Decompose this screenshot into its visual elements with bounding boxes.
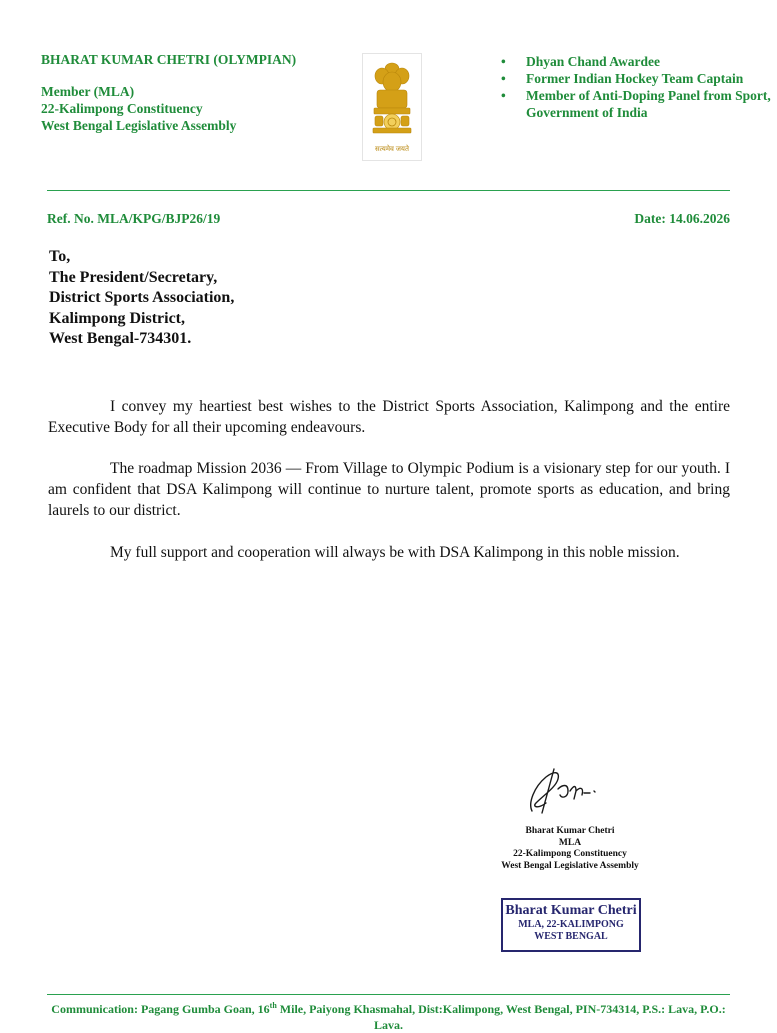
- address-line: District Sports Association,: [49, 289, 235, 306]
- footer-text-start: Communication: Pagang Gumba Goan, 16: [51, 1002, 270, 1016]
- national-emblem: [362, 53, 422, 161]
- stamp-name: Bharat Kumar Chetri: [505, 903, 637, 918]
- paragraph-text: The roadmap Mission 2036 — From Village to Olympic Podium is a visionary step for our youth. I am confident that DSA Kalimpong will continue to nurture talent, promote sports as education, and bring laurels to our district.: [48, 460, 730, 519]
- credential-text: Member of Anti-Doping Panel from Sport, Government of India: [526, 88, 771, 120]
- footer-divider: [47, 994, 730, 995]
- address-line: Kalimpong District,: [49, 309, 185, 327]
- bullet-icon: •: [501, 71, 506, 86]
- member-constituency: 22-Kalimpong Constituency: [41, 101, 203, 116]
- signatory-constituency: 22-Kalimpong Constituency: [513, 849, 627, 859]
- credential-text: Former Indian Hockey Team Captain: [526, 71, 744, 86]
- paragraph-text: My full support and cooperation will always be with DSA Kalimpong in this noble mission.: [110, 544, 680, 561]
- official-stamp: [501, 898, 641, 952]
- lion-capital-icon: [363, 54, 421, 144]
- paragraph-text: I convey my heartiest best wishes to the District Sports Association, Kalimpong and the entire Executive Body for all their upcoming endeavours.: [48, 398, 730, 436]
- credential-item: [497, 87, 772, 121]
- body-paragraph-2: [48, 458, 730, 521]
- letter-date: Date: 14.06.2026: [634, 211, 730, 226]
- stamp-state: WEST BENGAL: [534, 931, 608, 942]
- reference-number: Ref. No. MLA/KPG/BJP26/19: [47, 211, 221, 226]
- credentials-list: [497, 53, 772, 121]
- body-paragraph-1: [48, 396, 730, 438]
- address-line: To,: [49, 248, 71, 265]
- body-paragraph-3: [48, 542, 730, 563]
- signatory-block: [470, 826, 670, 872]
- stamp-designation: MLA, 22-KALIMPONG: [518, 919, 624, 930]
- handwritten-signature: [524, 765, 606, 817]
- member-assembly: West Bengal Legislative Assembly: [41, 118, 237, 133]
- signatory-name: Bharat Kumar Chetri: [525, 826, 615, 836]
- bullet-icon: •: [501, 54, 506, 69]
- address-line: West Bengal-734301.: [49, 330, 192, 347]
- recipient-address: [49, 247, 234, 350]
- credential-item: [497, 70, 772, 87]
- letterhead-identity: [41, 51, 341, 134]
- signatory-title: MLA: [558, 837, 582, 848]
- member-name: BHARAT KUMAR CHETRI (OLYMPIAN): [41, 52, 297, 67]
- signatory-assembly: West Bengal Legislative Assembly: [501, 860, 639, 871]
- credential-item: [497, 53, 772, 70]
- header-divider: [47, 190, 730, 191]
- communication-address: [50, 998, 727, 1033]
- bullet-icon: •: [501, 88, 506, 103]
- footer-superscript: th: [269, 1001, 277, 1010]
- address-line: The President/Secretary,: [49, 268, 218, 286]
- footer-text-end: Mile, Paiyong Khasmahal, Dist:Kalimpong, West Bengal, PIN-734314, P.S.: Lava, P.O.: Lava.: [276, 1002, 726, 1032]
- credential-text: Dhyan Chand Awardee: [526, 54, 661, 69]
- emblem-motto: सत्यमेव जयते: [375, 145, 409, 153]
- member-designation: Member (MLA): [41, 84, 135, 99]
